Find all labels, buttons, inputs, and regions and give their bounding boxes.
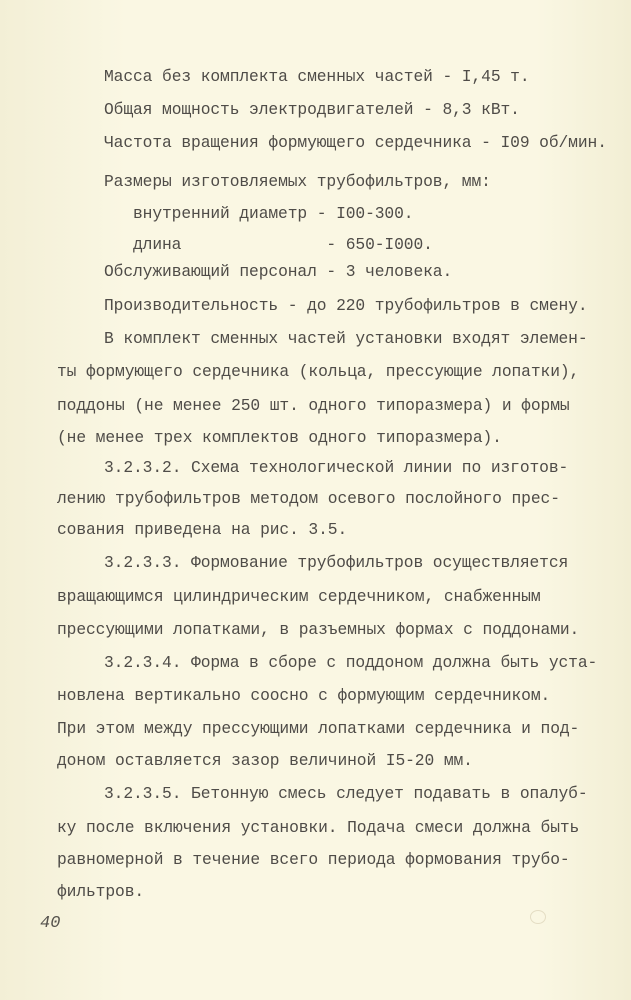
text-line: Частота вращения формующего сердечника - I09 об/мин. xyxy=(104,133,607,152)
text-line: Производительность - до 220 трубофильтров в смену. xyxy=(104,296,588,315)
text-line: ку после включения установки. Подача смеси должна быть xyxy=(57,818,580,837)
text-line: 3.2.3.5. Бетонную смесь следует подавать в опалуб- xyxy=(104,784,588,803)
text-line: 3.2.3.2. Схема технологической линии по изготов- xyxy=(104,458,569,477)
text-line: лению трубофильтров методом осевого послойного прес- xyxy=(57,489,560,508)
text-line: (не менее трех комплектов одного типоразмера). xyxy=(57,428,502,447)
page-number: 40 xyxy=(40,914,61,933)
text-line: внутренний диаметр - I00-300. xyxy=(133,204,414,223)
text-line: 3.2.3.4. Форма в сборе с поддоном должна быть уста- xyxy=(104,653,598,672)
text-line: Масса без комплекта сменных частей - I,45 т. xyxy=(104,67,530,86)
text-line: прессующими лопатками, в разъемных формах с поддонами. xyxy=(57,620,580,639)
text-line: доном оставляется зазор величиной I5-20 мм. xyxy=(57,751,473,770)
text-line: фильтров. xyxy=(57,882,145,901)
text-line: равномерной в течение всего периода формования трубо- xyxy=(57,850,570,869)
text-line: вращающимся цилиндрическим сердечником, снабженным xyxy=(57,587,541,606)
text-line: Размеры изготовляемых трубофильтров, мм: xyxy=(104,172,491,191)
text-line: ты формующего сердечника (кольца, прессующие лопатки), xyxy=(57,362,580,381)
text-line: Общая мощность электродвигателей - 8,3 кВт. xyxy=(104,100,520,119)
text-line: новлена вертикально соосно с формующим сердечником. xyxy=(57,686,551,705)
text-line: сования приведена на рис. 3.5. xyxy=(57,520,348,539)
text-line: длина - 650-I000. xyxy=(133,235,433,254)
text-line: При этом между прессующими лопатками сердечника и под- xyxy=(57,719,580,738)
text-line: поддоны (не менее 250 шт. одного типоразмера) и формы xyxy=(57,396,570,415)
text-line: 3.2.3.3. Формование трубофильтров осуществляется xyxy=(104,553,569,572)
text-line: В комплект сменных частей установки входят элемен- xyxy=(104,329,588,348)
paper-smudge xyxy=(530,910,546,924)
text-line: Обслуживающий персонал - 3 человека. xyxy=(104,262,453,281)
